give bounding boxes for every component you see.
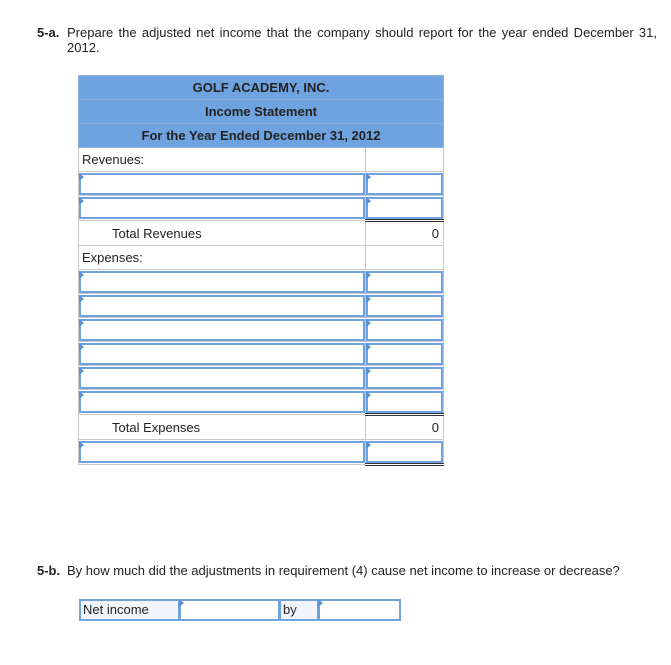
- expense-description-input-4[interactable]: [79, 343, 365, 365]
- expenses-label-amount: [365, 246, 443, 270]
- question-5a: [37, 25, 657, 55]
- revenue-description-input-1[interactable]: [79, 173, 365, 195]
- revenue-amount-input-2[interactable]: [366, 197, 443, 219]
- revenue-description-input-2[interactable]: [79, 197, 365, 219]
- expenses-label: Expenses:: [79, 246, 366, 270]
- expense-amount-input-6[interactable]: [366, 391, 443, 413]
- by-label: by: [279, 599, 319, 621]
- total-expenses-label: Total Expenses: [79, 415, 366, 440]
- total-revenues-label: Total Revenues: [79, 221, 366, 246]
- revenues-label-amount: [365, 148, 443, 172]
- change-amount-input[interactable]: [318, 599, 401, 621]
- expense-amount-input-1[interactable]: [366, 271, 443, 293]
- question-5b: [37, 563, 657, 578]
- total-revenues-value: 0: [365, 221, 443, 246]
- expense-description-input-1[interactable]: [79, 271, 365, 293]
- net-income-description-input[interactable]: [79, 441, 365, 463]
- expense-description-input-3[interactable]: [79, 319, 365, 341]
- revenues-label: Revenues:: [79, 148, 366, 172]
- company-name: GOLF ACADEMY, INC.: [79, 76, 444, 100]
- net-income-amount-input[interactable]: [366, 441, 443, 463]
- expense-amount-input-2[interactable]: [366, 295, 443, 317]
- expense-description-input-6[interactable]: [79, 391, 365, 413]
- question-5b-text: By how much did the adjustments in requirement (4) cause net income to increase or decrease?: [67, 563, 620, 578]
- expense-amount-input-4[interactable]: [366, 343, 443, 365]
- total-expenses-value: 0: [365, 415, 443, 440]
- statement-title: Income Statement: [79, 100, 444, 124]
- question-5b-number: 5-b.: [37, 563, 61, 578]
- expense-amount-input-5[interactable]: [366, 367, 443, 389]
- expense-description-input-2[interactable]: [79, 295, 365, 317]
- question-5a-number: 5-a.: [37, 25, 60, 40]
- question-5a-text: Prepare the adjusted net income that the company should report for the year ended December 31, 2012.: [67, 25, 657, 55]
- net-income-label: Net income: [79, 599, 180, 621]
- expense-amount-input-3[interactable]: [366, 319, 443, 341]
- expense-description-input-5[interactable]: [79, 367, 365, 389]
- income-statement-table: [78, 75, 444, 466]
- statement-period: For the Year Ended December 31, 2012: [79, 124, 444, 148]
- revenue-amount-input-1[interactable]: [366, 173, 443, 195]
- increase-decrease-select[interactable]: [179, 599, 280, 621]
